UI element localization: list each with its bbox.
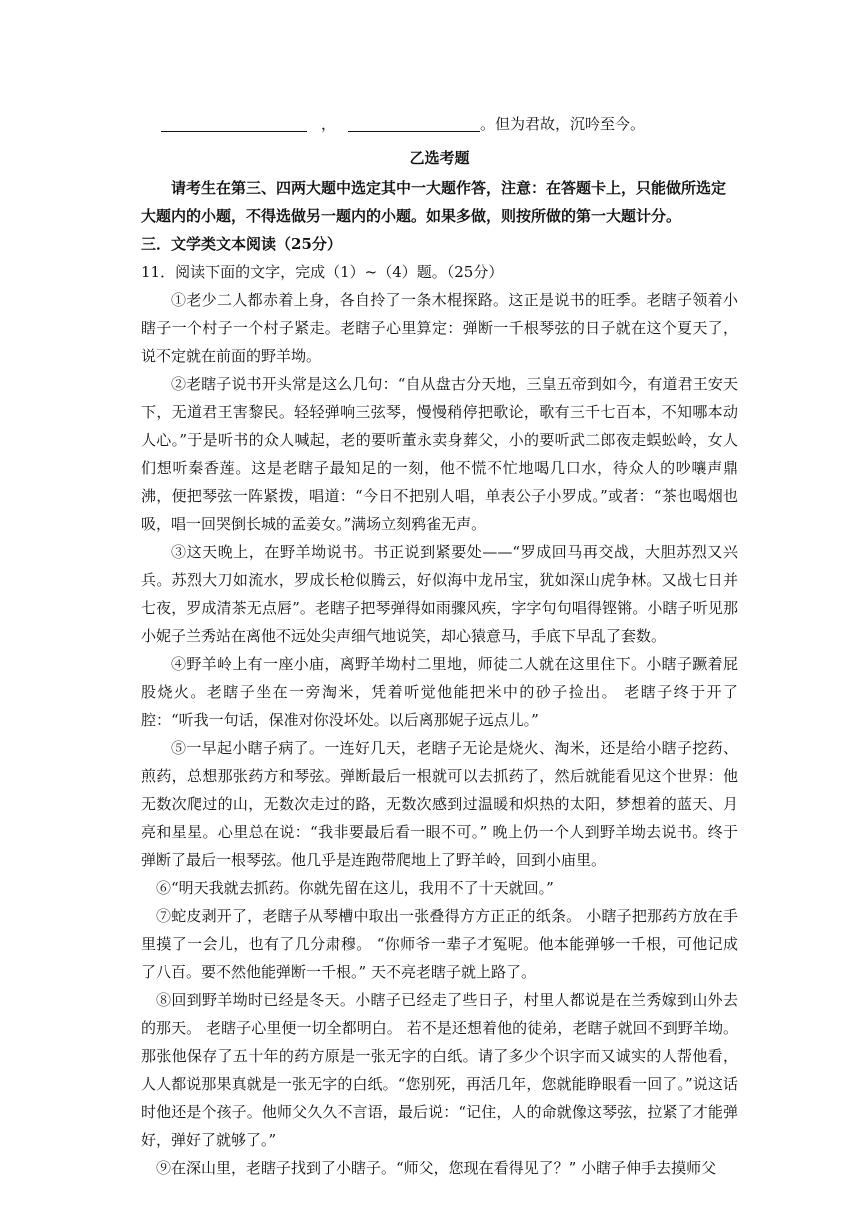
comma-separator: ， [321, 115, 337, 133]
quote-tail: 。但为君故，沉吟至今。 [480, 115, 646, 133]
passage-paragraph-4: ④野羊岭上有一座小庙，离野羊坳村二里地，师徒二人就在这里住下。小瞎子蹶着屁股烧火。老瞎子坐在一旁淘米，凭着听觉他能把米中的砂子捡出。 老瞎子终于开了腔：“听我一句话，保准对你没坏处。以后离那妮子远点儿。” [141, 655, 738, 729]
answer-blank-2[interactable] [348, 113, 480, 132]
answer-blank-1[interactable] [161, 113, 307, 132]
passage-paragraph-9: ⑨在深山里，老瞎子找到了小瞎子。“师父，您现在看得见了？” 小瞎子伸手去摸师父 [156, 1159, 717, 1177]
passage-paragraph-1: ①老少二人都赤着上身，各自拎了一条木棍探路。这正是说书的旺季。老瞎子领着小瞎子一个村子一个村子紧走。老瞎子心里算定：弹断一千根琴弦的日子就在这个夏天了，说不定就在前面的野羊坳。 [141, 291, 738, 365]
passage-paragraph-5: ⑤一早起小瞎子病了。一连好几天，老瞎子无论是烧火、淘米，还是给小瞎子挖药、煎药，总想那张药方和琴弦。弹断最后一根就可以去抓药了，然后就能看见这个世界：他无数次爬过的山，无数次走过的路，无数次感到过温暖和炽热的太阳，梦想着的蓝天、月亮和星星。心里总在说：“我非要最后看一眼不可。” 晚上仍一个人到野羊坳去说书。终于弹断了最后一根琴弦。他几乎是连跑带爬地上了野羊岭，回到小庙里。 [141, 739, 738, 869]
section-title: 乙选考题 [409, 149, 470, 167]
instructions-notice: 请考生在第三、四两大题中选定其中一大题作答，注意：在答题卡上，只能做所选定大题内的小题，不得选做另一题内的小题。如果多做，则按所做的第一大题计分。 [141, 179, 727, 225]
question-prompt: 11．阅读下面的文字，完成（1）~（4）题。（25分） [141, 263, 504, 281]
passage-paragraph-3: ③这天晚上，在野羊坳说书。书正说到紧要处——“罗成回马再交战，大胆苏烈又兴兵。苏烈大刀如流水，罗成长枪似腾云，好似海中龙吊宝，犹如深山虎争林。又战七日并七夜，罗成清茶无点唇”。老瞎子把琴弹得如雨骤风疾，字字句句唱得铿锵。小瞎子听见那小妮子兰秀站在离他不远处尖声细气地说笑，却心猿意马，手底下早乱了套数。 [141, 543, 738, 645]
passage-paragraph-2: ②老瞎子说书开头常是这么几句：“自从盘古分天地，三皇五帝到如今，有道君王安天下，无道君王害黎民。轻轻弹响三弦琴，慢慢稍停把歌论，歌有三千七百本，不知哪本动人心。”于是听书的众人喊起，老的要听董永卖身葬父，小的要听武二郎夜走蜈蚣岭，女人们想听秦香莲。这是老瞎子最知足的一刻，他不慌不忙地喝几口水，待众人的吵嚷声鼎沸，便把琴弦一阵紧拨，唱道：“今日不把别人唱，单表公子小罗成。”或者：“茶也喝烟也吸，唱一回哭倒长城的孟姜女。”满场立刻鸦雀无声。 [141, 375, 738, 533]
fill-in-line [141, 110, 738, 138]
passage-paragraph-7: ⑦蛇皮剥开了，老瞎子从琴槽中取出一张叠得方方正正的纸条。 小瞎子把那药方放在手里摸了一会儿，也有了几分肃穆。 “你师爷一辈子才冤呢。他本能弹够一千根，可他记成了八百。要不然他能弹断一千根。” 天不亮老瞎子就上路了。 [141, 907, 738, 981]
passage-paragraph-8: ⑧回到野羊坳时已经是冬天。小瞎子已经走了些日子，村里人都说是在兰秀嫁到山外去的那天。 老瞎子心里便一切全都明白。 若不是还想着他的徒弟，老瞎子就回不到野羊坳。那张他保存了五十年的药方原是一张无字的白纸。请了多少个识字而又诚实的人帮他看，人人都说那果真就是一张无字的白纸。“您别死，再活几年，您就能睁眼看一回了。”说这话时他还是个孩子。他师父久久不言语，最后说：“记住，人的命就像这琴弦，拉紧了才能弹好，弹好了就够了。” [141, 991, 738, 1149]
part-heading: 三．文学类文本阅读（25分） [141, 235, 342, 253]
passage-paragraph-6: ⑥“明天我就去抓药。你就先留在这儿，我用不了十天就回。” [156, 879, 554, 897]
